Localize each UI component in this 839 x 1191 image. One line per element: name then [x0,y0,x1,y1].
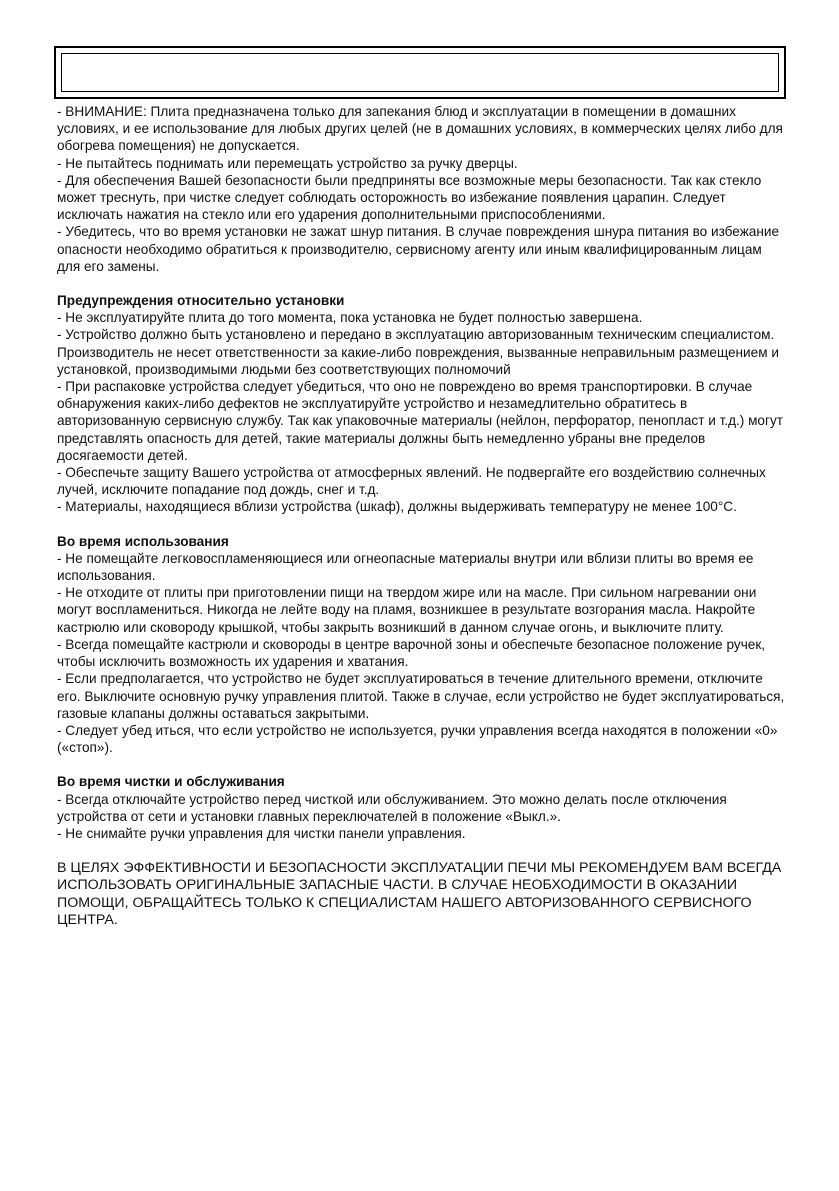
section-usage [57,533,787,757]
intro-block [57,103,787,275]
section-paragraph: - Если предполагается, что устройство не будет эксплуатироваться в течение длительного времени, отключите его. Выключите основную ручку управления плитой. Также в случае, если устройство не будет эксплуатироваться, газовые клапаны должны оставаться закрытыми. [57,671,785,721]
section-paragraph: - Не отходите от плиты при приготовлении пищи на твердом жире или на масле. При сильном нагревании они могут воспламениться. Никогда не лейте воду на пламя, возникшее в результате возгорания масла. Накройте кастрюлю или сковороду крышкой, чтобы закрыть возникший в данном случае огонь, и выключите плиту. [57,585,757,635]
header-frame-inner [61,53,779,92]
section-paragraph: - Обеспечьте защиту Вашего устройства от атмосферных явлений. Не подвергайте его воздействию солнечных лучей, исключите попадание под дождь, снег и т.д. [57,465,766,498]
document-body [57,103,787,929]
section-paragraph: - Материалы, находящиеся вблизи устройства (шкаф), должны выдерживать температуру не менее 100°C. [57,499,737,515]
section-cleaning [57,773,787,842]
intro-paragraph: - ВНИМАНИЕ: Плита предназначена только для запекания блюд и эксплуатации в помещении в домашних условиях, и ее использование для любых других целей (не в домашних условиях, в коммерческих целях либо для обогрева помещения) не допускается. [57,104,783,154]
section-installation [57,292,787,516]
section-paragraph: - Не помещайте легковоспламеняющиеся или огнеопасные материалы внутри или вблизи плиты во время ее использования. [57,550,754,584]
header-frame [54,46,786,99]
section-paragraph: - Всегда помещайте кастрюли и сковороды в центре варочной зоны и обеспечьте безопасное положение ручек, чтобы исключить возможность их ударения и хватания. [57,636,766,670]
section-paragraph: - Всегда отключайте устройство перед чисткой или обслуживанием. Это можно делать после отключения устройства от сети и установки главных переключателей в положение «Выкл.». [57,791,727,824]
section-paragraph: - Не эксплуатируйте плита до того момента, пока установка не будет полностью завершена. [57,310,643,326]
section-paragraph: - Не снимайте ручки управления для чистки панели управления. [57,825,466,841]
section-paragraph: - Следует убед иться, что если устройство не используется, ручки управления всегда находятся в положении «0» («стоп»). [57,722,778,756]
intro-paragraph: - Убедитесь, что во время установки не зажат шнур питания. В случае повреждения шнура питания во избежание опасности необходимо обратиться к производителю, сервисному агенту или иным квалифицированным лицам для его замены. [57,224,780,274]
intro-paragraph: - Для обеспечения Вашей безопасности были предприняты все возможные меры безопасности. Так как стекло может треснуть, при чистке следует соблюдать осторожность во избежание появления царапин. Следует исключать нажатия на стекло или его ударения дополнительными приспособлениями. [57,172,762,223]
section-title: Во время чистки и обслуживания [57,774,285,790]
section-title: Предупреждения относительно установки [57,293,345,309]
spare-parts-notice: В ЦЕЛЯХ ЭФФЕКТИВНОСТИ И БЕЗОПАСНОСТИ ЭКСПЛУАТАЦИИ ПЕЧИ МЫ РЕКОМЕНДУЕМ ВАМ ВСЕГДА ИСПОЛЬЗОВАТЬ ОРИГИНАЛЬНЫЕ ЗАПАСНЫЕ ЧАСТИ. В СЛУЧАЕ НЕОБХОДИМОСТИ В ОКАЗАНИИ ПОМОЩИ, ОБРАЩАЙТЕСЬ ТОЛЬКО К СПЕЦИАЛИСТАМ НАШЕГО АВТОРИЗОВАННОГО СЕРВИСНОГО ЦЕНТРА. [57,860,782,928]
section-paragraph: - Устройство должно быть установлено и передано в эксплуатацию авторизованным техническим специалистом. Производитель не несет ответственности за какие-либо повреждения, вызванные неправильным размещением и установкой, производимыми людьми без соответствующих полномочий [57,327,779,377]
intro-paragraph: - Не пытайтесь поднимать или перемещать устройство за ручку дверцы. [57,155,518,171]
section-title: Во время использования [57,533,229,549]
section-paragraph: - При распаковке устройства следует убедиться, что оно не повреждено во время транспортировки. В случае обнаружения каких-либо дефектов не эксплуатируйте устройство и незамедлительно обратитесь в авторизованную сервисную службу. Так как упаковочные материалы (нейлон, перфоратор, пенопласт и т.д.) могут представлять опасность для детей, такие материалы должны быть немедленно убраны вне пределов досягаемости детей. [57,379,783,463]
